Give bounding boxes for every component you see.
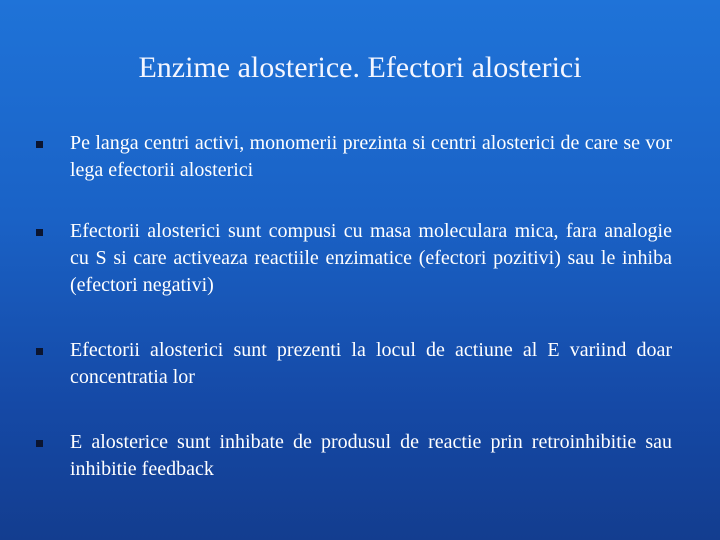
bullet-text: Efectorii alosterici sunt compusi cu masa moleculara mica, fara analogie cu S si care activeaza reactiile enzimatice (efectori pozitivi) sau le inhiba (efectori negativi) (70, 220, 672, 296)
square-bullet-icon (36, 141, 43, 148)
bullet-text: Efectorii alosterici sunt prezenti la locul de actiune al E variind doar concentratia lor (70, 339, 672, 388)
bullet-item (36, 429, 672, 483)
bullet-item (36, 337, 672, 391)
bullet-item (36, 130, 672, 184)
bullet-item (36, 218, 672, 299)
bullet-text: E alosterice sunt inhibate de produsul de reactie prin retroinhibitie sau inhibitie feedback (70, 431, 672, 480)
square-bullet-icon (36, 348, 43, 355)
bullet-list (36, 130, 672, 483)
square-bullet-icon (36, 229, 43, 236)
square-bullet-icon (36, 440, 43, 447)
slide-title: Enzime alosterice. Efectori alosterici (138, 51, 582, 84)
bullet-text: Pe langa centri activi, monomerii prezinta si centri alosterici de care se vor lega efectorii alosterici (70, 132, 672, 181)
